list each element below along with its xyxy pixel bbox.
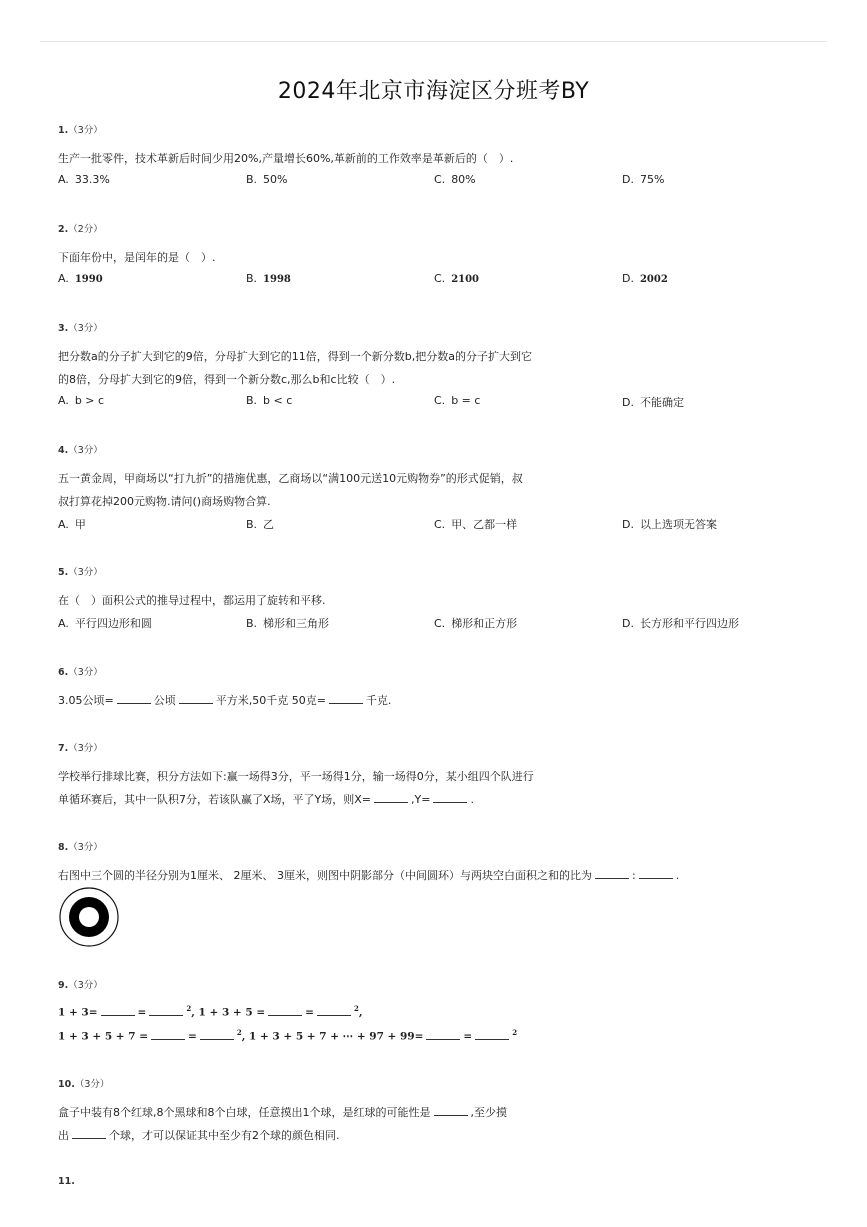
question-10-header: 10.（3分） xyxy=(58,1079,110,1090)
question-8-text: 右图中三个圆的半径分别为1厘米、 2厘米、 3厘米，则图中阴影部分（中间圆环）与两块空白面积之和的比为 : . xyxy=(58,869,680,882)
question-5-option-c[interactable]: C. 梯形和正方形 xyxy=(434,617,518,630)
question-3-option-a[interactable]: A. b > c xyxy=(58,394,105,407)
question-10-text-line-1: 盒子中装有8个红球,8个黑球和8个白球，任意摸出1个球，是红球的可能性是 ,至少摸 xyxy=(58,1106,507,1119)
answer-blank[interactable] xyxy=(317,1006,351,1016)
question-3-option-d[interactable]: D. 不能确定 xyxy=(622,396,684,409)
question-7-text-line-2: 单循环赛后，其中一队积7分，若该队赢了X场，平了Y场，则X= ,Y= . xyxy=(58,793,474,806)
answer-blank[interactable] xyxy=(179,694,213,704)
question-4-text-line-1: 五一黄金周，甲商场以“打九折”的措施优惠，乙商场以“满100元送10元购物券”的形式促销，叔 xyxy=(58,472,523,485)
question-9-line-2: 1 + 3 + 5 + 7 = = $^2$, 1 + 3 + 5 + 7 + ⋯ + 97 + 99= = $^2$ xyxy=(58,1028,518,1043)
answer-blank[interactable] xyxy=(434,1106,468,1116)
question-1-option-d[interactable]: D. 75% xyxy=(622,173,665,186)
question-5-option-a[interactable]: A. 平行四边形和圆 xyxy=(58,617,152,630)
question-2-option-a[interactable]: A. 1990 xyxy=(58,272,103,285)
question-4-header: 4.（3分） xyxy=(58,445,103,456)
answer-blank[interactable] xyxy=(149,1006,183,1016)
question-9-header: 9.（3分） xyxy=(58,980,103,991)
question-4-text-line-2: 叔打算花掉200元购物.请问()商场购物合算. xyxy=(58,495,271,508)
answer-blank[interactable] xyxy=(595,869,629,879)
question-1-option-c[interactable]: C. 80% xyxy=(434,173,476,186)
question-6-header: 6.（3分） xyxy=(58,667,103,678)
answer-blank[interactable] xyxy=(101,1006,135,1016)
answer-blank[interactable] xyxy=(426,1030,460,1040)
question-1-option-b[interactable]: B. 50% xyxy=(246,173,288,186)
answer-blank[interactable] xyxy=(329,694,363,704)
question-3-option-b[interactable]: B. b < c xyxy=(246,394,293,407)
question-2-option-d[interactable]: D. 2002 xyxy=(622,272,668,285)
question-4-option-c[interactable]: C. 甲、乙都一样 xyxy=(434,518,518,531)
answer-blank[interactable] xyxy=(639,869,673,879)
question-9-line-1: 1 + 3= = $^2$, 1 + 3 + 5 = = $^2$, xyxy=(58,1004,363,1019)
question-1-option-a[interactable]: A. 33.3% xyxy=(58,173,110,186)
question-2-option-b[interactable]: B. 1998 xyxy=(246,272,291,285)
answer-blank[interactable] xyxy=(117,694,151,704)
question-8-header: 8.（3分） xyxy=(58,842,103,853)
page-title: 2024年北京市海淀区分班考BY xyxy=(277,79,590,104)
question-11-header: 11. xyxy=(58,1176,75,1187)
question-1-text: 生产一批零件，技术革新后时间少用20%,产量增长60%,革新前的工作效率是革新后的（ ）. xyxy=(58,152,514,165)
answer-blank[interactable] xyxy=(475,1030,509,1040)
question-3-text-line-2: 的8倍，分母扩大到它的9倍，得到一个新分数c,那么b和c比较（ ）. xyxy=(58,373,396,386)
question-4-option-b[interactable]: B. 乙 xyxy=(246,518,275,531)
question-2-header: 2.（2分） xyxy=(58,224,103,235)
question-1-header: 1.（3分） xyxy=(58,125,103,136)
question-4-option-a[interactable]: A. 甲 xyxy=(58,518,86,531)
answer-blank[interactable] xyxy=(433,793,467,803)
concentric-circles-figure xyxy=(58,886,120,948)
question-7-header: 7.（3分） xyxy=(58,743,103,754)
answer-blank[interactable] xyxy=(374,793,408,803)
question-5-text: 在（ ）面积公式的推导过程中，都运用了旋转和平移. xyxy=(58,594,326,607)
question-2-text: 下面年份中，是闰年的是（ ）. xyxy=(58,251,216,264)
question-2-option-c[interactable]: C. 2100 xyxy=(434,272,480,285)
question-3-text-line-1: 把分数a的分子扩大到它的9倍，分母扩大到它的11倍，得到一个新分数b,把分数a的分子扩大到它 xyxy=(58,350,532,363)
question-3-header: 3.（3分） xyxy=(58,323,103,334)
answer-blank[interactable] xyxy=(200,1030,234,1040)
question-5-header: 5.（3分） xyxy=(58,567,103,578)
question-5-option-b[interactable]: B. 梯形和三角形 xyxy=(246,617,330,630)
top-divider xyxy=(40,41,827,42)
question-4-option-d[interactable]: D. 以上选项无答案 xyxy=(622,518,717,531)
question-5-option-d[interactable]: D. 长方形和平行四边形 xyxy=(622,617,739,630)
question-6-text: 3.05公顷= 公顷 平方米,50千克 50克= 千克. xyxy=(58,694,392,707)
question-7-text-line-1: 学校举行排球比赛，积分方法如下:赢一场得3分，平一场得1分，输一场得0分，某小组四个队进行 xyxy=(58,770,534,783)
answer-blank[interactable] xyxy=(151,1030,185,1040)
question-3-option-c[interactable]: C. b = c xyxy=(434,394,481,407)
answer-blank[interactable] xyxy=(268,1006,302,1016)
question-10-text-line-2: 出 个球，才可以保证其中至少有2个球的颜色相同. xyxy=(58,1129,340,1142)
answer-blank[interactable] xyxy=(72,1129,106,1139)
